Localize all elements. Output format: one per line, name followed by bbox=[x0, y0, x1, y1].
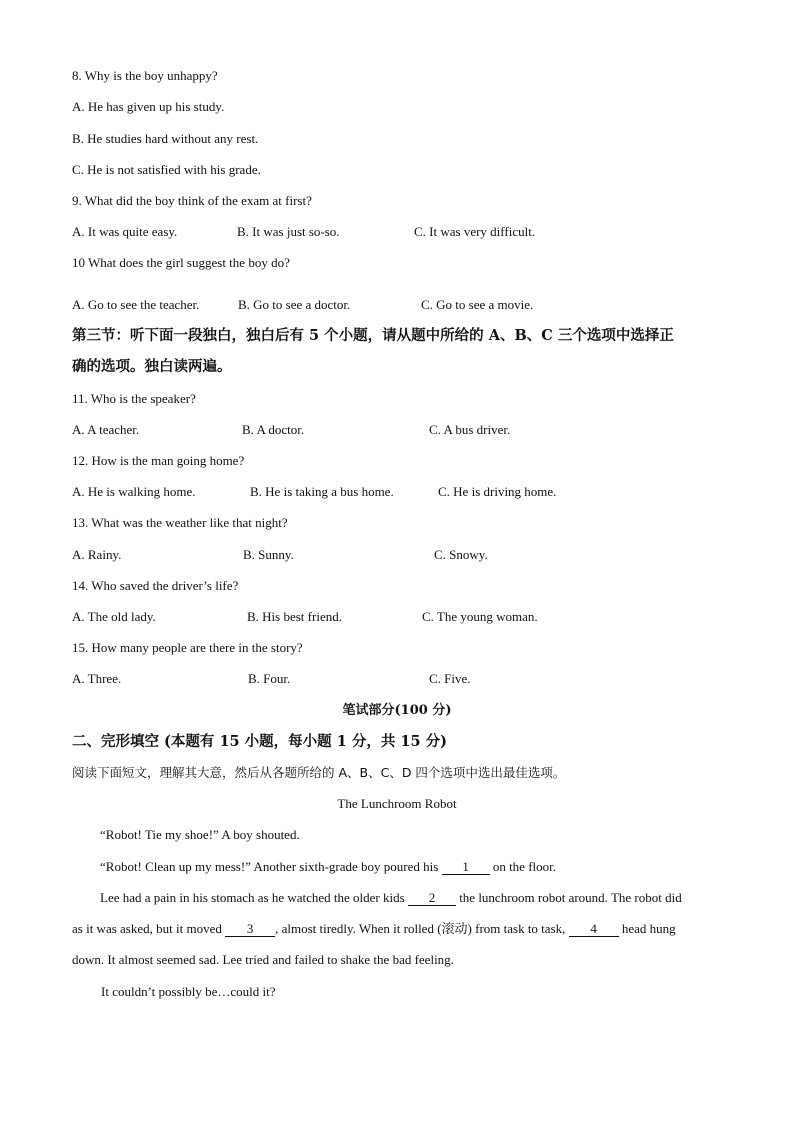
cloze-instruction: 阅读下面短文，理解其大意，然后从各题所给的 A、B、C、D 四个选项中选出最佳选项。 bbox=[72, 765, 566, 780]
q12-option-c: C. He is driving home. bbox=[438, 484, 557, 499]
q15-option-a: A. Three. bbox=[72, 671, 122, 686]
q10-option-c: C. Go to see a movie. bbox=[421, 297, 534, 312]
q14-option-c: C. The young woman. bbox=[422, 609, 538, 624]
paragraph-3-text-c: as it was asked, but it moved bbox=[72, 921, 226, 936]
cloze-blank-3[interactable]: 3 bbox=[225, 922, 275, 937]
question-13: 13. What was the weather like that night? bbox=[72, 515, 288, 530]
cloze-blank-2[interactable]: 2 bbox=[408, 891, 456, 906]
story-title: The Lunchroom Robot bbox=[337, 796, 457, 811]
question-11: 11. Who is the speaker? bbox=[72, 391, 196, 406]
section2-title: 二、完形填空 (本题有 15 小题，每小题 1 分，共 15 分) bbox=[72, 733, 448, 750]
paragraph-2-text-b: on the floor. bbox=[489, 859, 556, 874]
q11-option-c: C. A bus driver. bbox=[429, 422, 511, 437]
q11-option-b: B. A doctor. bbox=[242, 422, 305, 437]
q15-option-b: B. Four. bbox=[248, 671, 291, 686]
question-10: 10 What does the girl suggest the boy do? bbox=[72, 255, 290, 270]
paragraph-3-text-e: head hung bbox=[618, 921, 676, 936]
story-paragraph-4: It couldn’t possibly be…could it? bbox=[101, 984, 276, 999]
q12-option-a: A. He is walking home. bbox=[72, 484, 196, 499]
written-part-heading: 笔试部分(100 分) bbox=[342, 703, 452, 718]
q10-option-a: A. Go to see the teacher. bbox=[72, 297, 200, 312]
section3-instruction-line2: 确的选项。独白读两遍。 bbox=[72, 358, 232, 375]
q14-option-b: B. His best friend. bbox=[247, 609, 342, 624]
cloze-blank-4[interactable]: 4 bbox=[569, 922, 619, 937]
q8-option-a: A. He has given up his study. bbox=[72, 99, 225, 114]
q9-option-a: A. It was quite easy. bbox=[72, 224, 178, 239]
paragraph-3-text-b: the lunchroom robot around. The robot did bbox=[455, 890, 682, 905]
cloze-blank-1[interactable]: 1 bbox=[442, 860, 490, 875]
question-8: 8. Why is the boy unhappy? bbox=[72, 68, 218, 83]
story-paragraph-3-line-3: down. It almost seemed sad. Lee tried and failed to shake the bad feeling. bbox=[72, 952, 454, 967]
story-paragraph-2 bbox=[100, 859, 556, 875]
paragraph-3-text-a: Lee had a pain in his stomach as he watched the older kids bbox=[100, 890, 408, 905]
paragraph-3-text-d: , almost tiredly. When it rolled (滚动) from task to task, bbox=[275, 921, 569, 936]
q11-option-a: A. A teacher. bbox=[72, 422, 140, 437]
q13-option-b: B. Sunny. bbox=[243, 547, 294, 562]
story-paragraph-3-line-1 bbox=[100, 890, 682, 906]
question-14: 14. Who saved the driver’s life? bbox=[72, 578, 239, 593]
q14-option-a: A. The old lady. bbox=[72, 609, 156, 624]
q9-option-c: C. It was very difficult. bbox=[414, 224, 536, 239]
q13-option-c: C. Snowy. bbox=[434, 547, 488, 562]
q12-option-b: B. He is taking a bus home. bbox=[250, 484, 394, 499]
section3-instruction-line1: 第三节：听下面一段独白，独白后有 5 个小题，请从题中所给的 A、B、C 三个选项中选择正 bbox=[72, 327, 674, 344]
q8-option-b: B. He studies hard without any rest. bbox=[72, 131, 259, 146]
question-9: 9. What did the boy think of the exam at first? bbox=[72, 193, 312, 208]
q15-option-c: C. Five. bbox=[429, 671, 471, 686]
q8-option-c: C. He is not satisfied with his grade. bbox=[72, 162, 261, 177]
q9-option-b: B. It was just so-so. bbox=[237, 224, 340, 239]
paragraph-2-text-a: “Robot! Clean up my mess!” Another sixth-grade boy poured his bbox=[100, 859, 442, 874]
q13-option-a: A. Rainy. bbox=[72, 547, 122, 562]
question-12: 12. How is the man going home? bbox=[72, 453, 245, 468]
q10-option-b: B. Go to see a doctor. bbox=[238, 297, 351, 312]
story-paragraph-1: “Robot! Tie my shoe!” A boy shouted. bbox=[100, 827, 300, 842]
story-paragraph-3-line-2 bbox=[72, 921, 676, 937]
question-15: 15. How many people are there in the story? bbox=[72, 640, 303, 655]
